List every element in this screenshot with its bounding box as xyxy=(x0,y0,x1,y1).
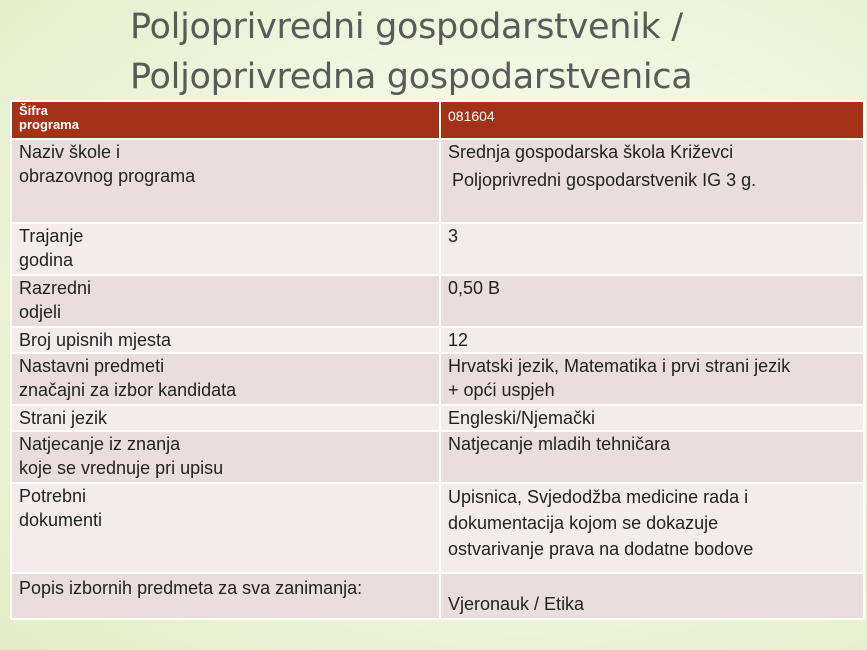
duration-value: 3 xyxy=(440,223,864,275)
enrollment-places-label: Broj upisnih mjesta xyxy=(11,327,440,353)
required-documents-label: Potrebni dokumenti xyxy=(11,483,440,573)
competition-value: Natjecanje mladih tehničara xyxy=(440,431,864,483)
foreign-language-value: Engleski/Njemački xyxy=(440,405,864,431)
table-row xyxy=(11,405,864,431)
slide-title-line-1: Poljoprivredni gospodarstvenik / xyxy=(130,7,683,47)
table-row xyxy=(11,275,864,327)
school-program-label: Naziv škole i obrazovnog programa xyxy=(11,139,440,223)
key-subjects-value: Hrvatski jezik, Matematika i prvi strani jezik + opći uspjeh xyxy=(440,353,864,405)
program-info-table xyxy=(10,100,865,620)
table-row xyxy=(11,139,864,223)
table-header-value-cell xyxy=(440,101,864,139)
required-documents-value: Upisnica, Svjedodžba medicine rada i dokumentacija kojom se dokazuje ostvarivanje prava na dodatne bodove xyxy=(440,483,864,573)
school-program-value xyxy=(440,139,864,223)
slide-title-line-2: Poljoprivredna gospodarstvenica xyxy=(130,57,693,97)
key-subjects-label: Nastavni predmeti značajni za izbor kandidata xyxy=(11,353,440,405)
enrollment-places-value: 12 xyxy=(440,327,864,353)
table-row xyxy=(11,573,864,619)
program-code-value: 081604 xyxy=(448,108,495,124)
school-name: Srednja gospodarska škola Križevci xyxy=(448,142,734,162)
program-code-label: Šifra programa xyxy=(19,103,79,132)
duration-label: Trajanje godina xyxy=(11,223,440,275)
table-row xyxy=(11,327,864,353)
elective-subjects-label: Popis izbornih predmeta za sva zanimanja: xyxy=(11,573,440,619)
table-header-label-cell xyxy=(11,101,440,139)
program-name: Poljoprivredni gospodarstvenik IG 3 g. xyxy=(452,170,757,190)
table-row xyxy=(11,353,864,405)
table-row xyxy=(11,431,864,483)
competition-label: Natjecanje iz znanja koje se vrednuje pri upisu xyxy=(11,431,440,483)
table-row xyxy=(11,483,864,573)
table-header-row xyxy=(11,101,864,139)
slide-title xyxy=(130,2,860,102)
class-units-label: Razredni odjeli xyxy=(11,275,440,327)
class-units-value: 0,50 B xyxy=(440,275,864,327)
foreign-language-label: Strani jezik xyxy=(11,405,440,431)
table-row xyxy=(11,223,864,275)
elective-subjects-value: Vjeronauk / Etika xyxy=(440,573,864,619)
